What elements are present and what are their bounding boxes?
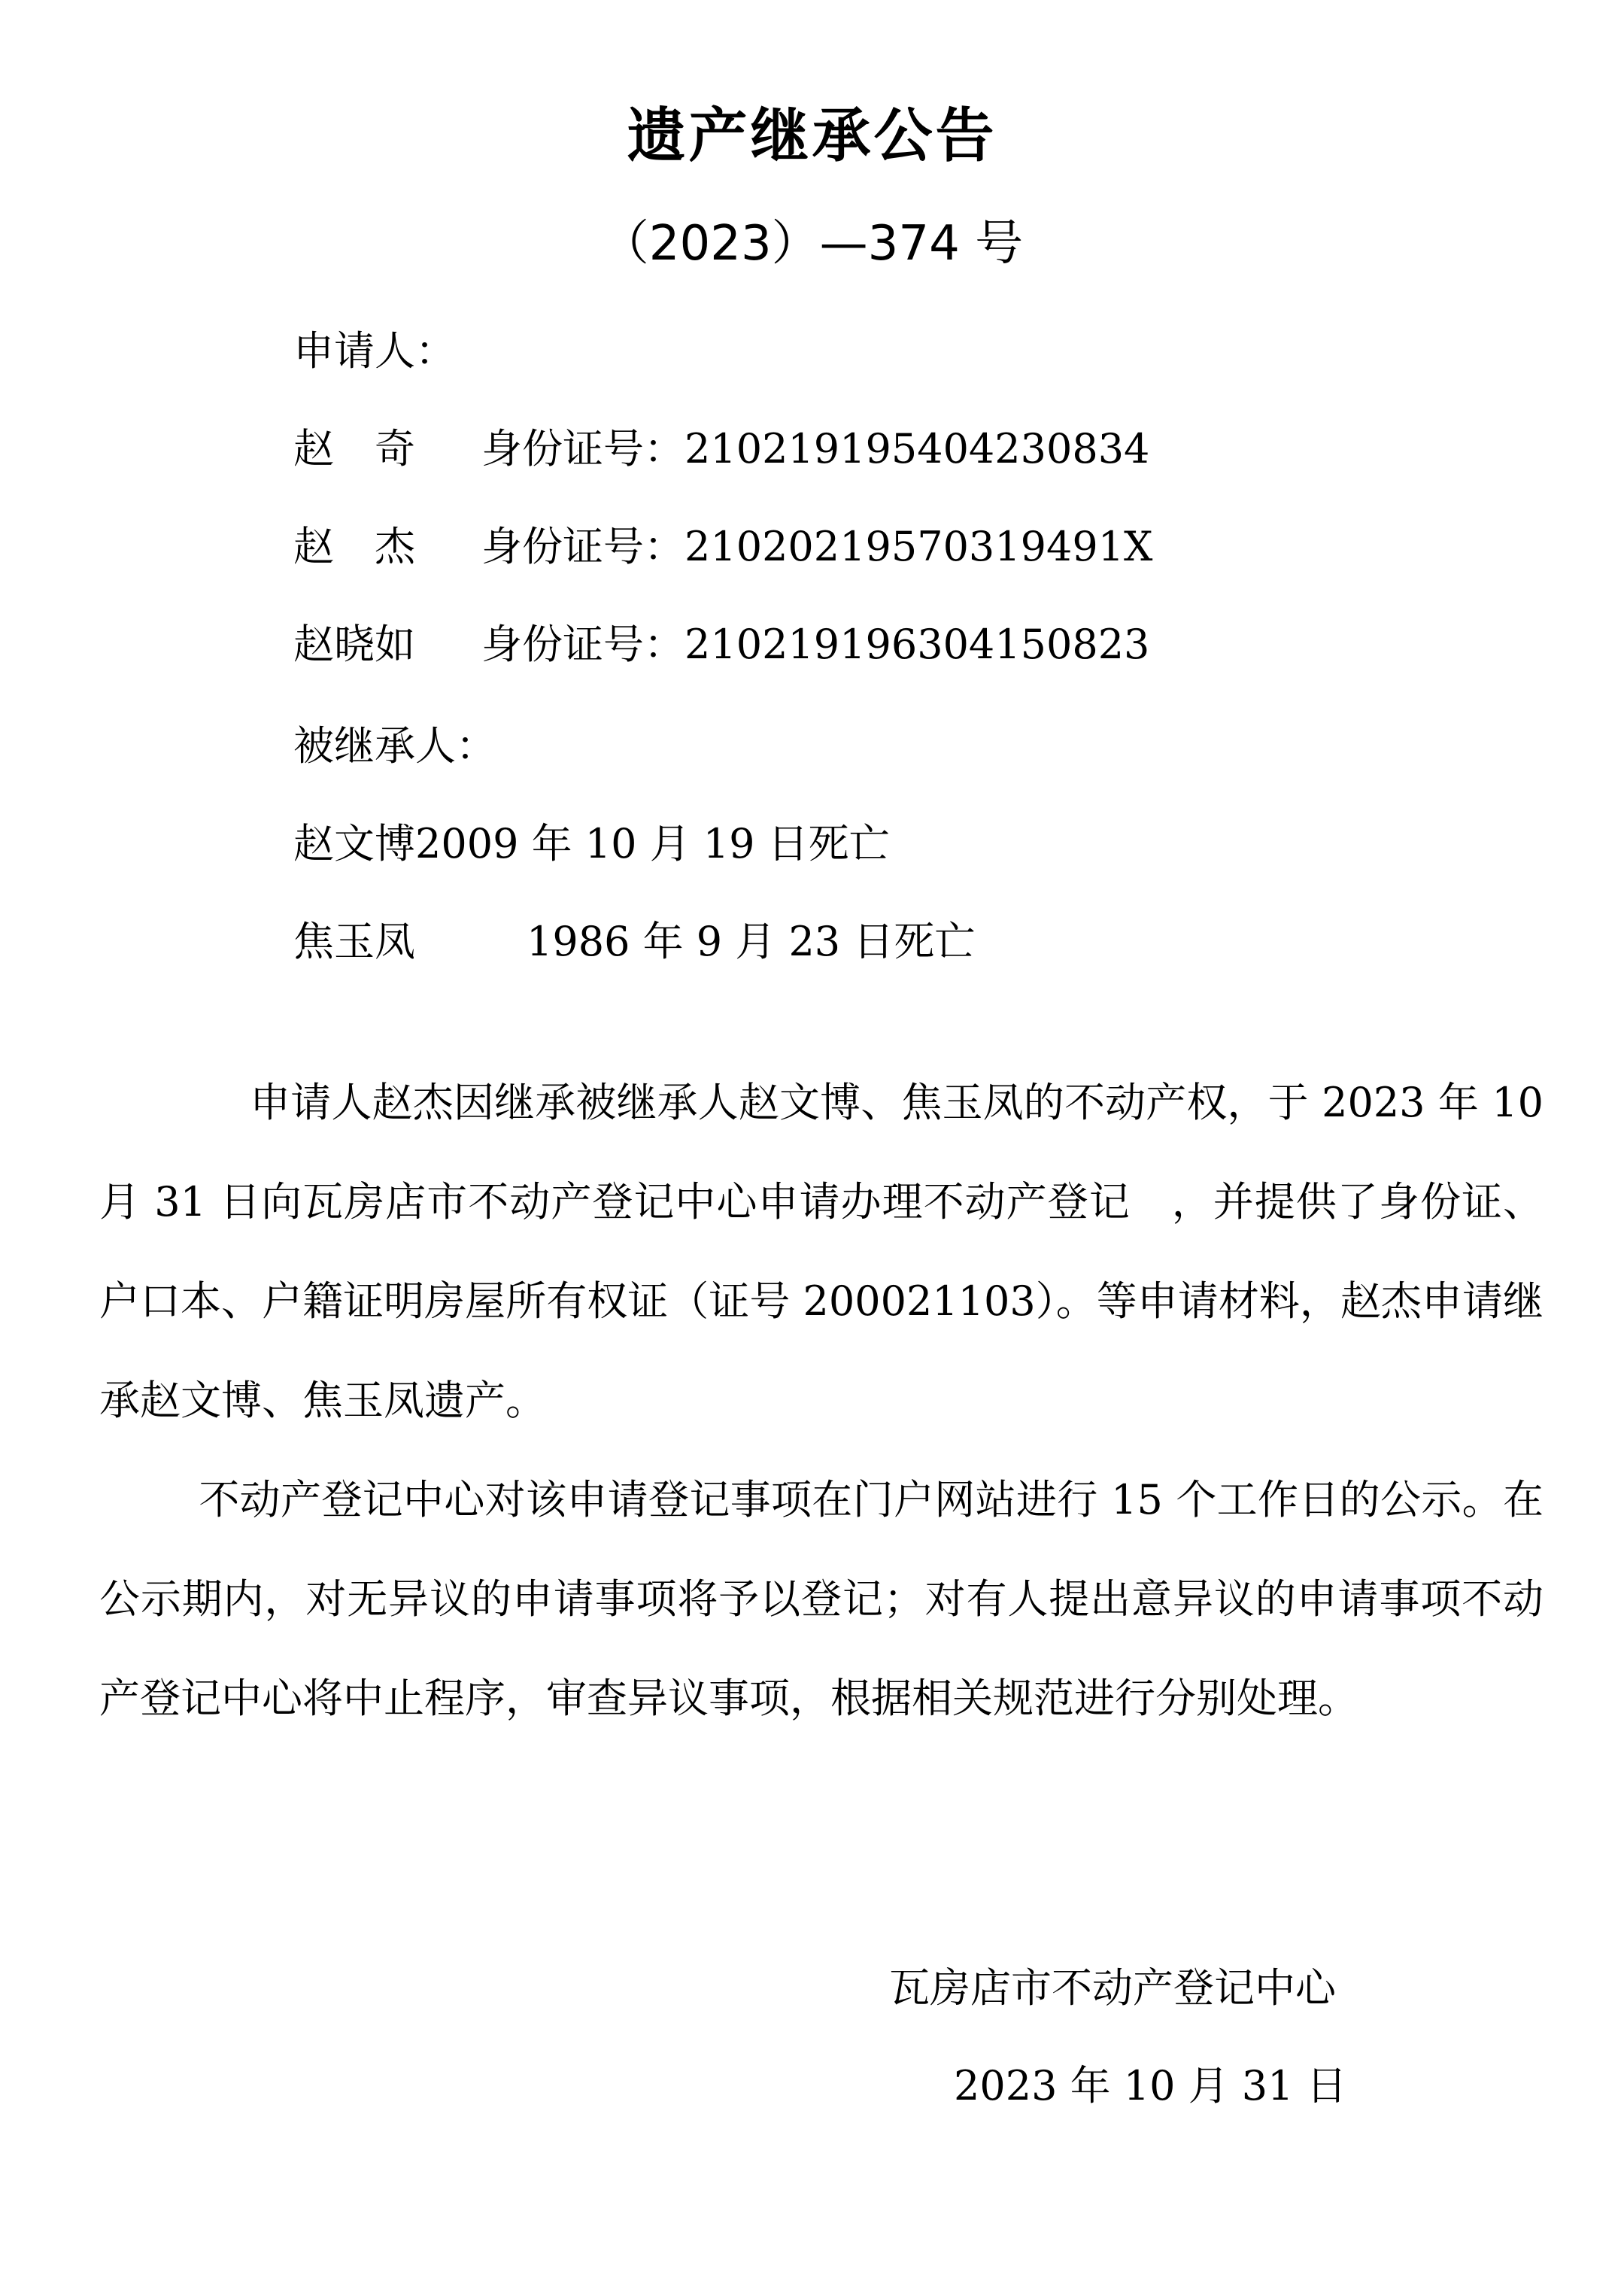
applicant-name: 赵晓如 — [293, 621, 415, 668]
document-number: （2023）—374 号 — [600, 216, 1024, 272]
signature-date: 2023 年 10 月 31 日 — [954, 2062, 1347, 2109]
applicant-name: 赵 奇 — [293, 425, 415, 472]
applicant-name: 赵 杰 — [293, 523, 415, 570]
decedents-label: 被继承人： — [293, 722, 496, 770]
applicant-row — [293, 425, 1150, 472]
decedent-death-date: 2009 年 10 月 19 日死亡 — [415, 820, 890, 867]
decedent-row — [293, 918, 976, 965]
applicant-row — [293, 621, 1150, 668]
id-label: 身份证号： — [481, 621, 685, 668]
id-label: 身份证号： — [481, 523, 685, 570]
paragraph-2-text: 不动产登记中心对该申请登记事项在门户网站进行 15 个工作日的公示。在公示期内，对无异议的申请事项将予以登记；对有人提出意异议的申请事项不动产登记中心将中止程序，审查异议事项，根据相关规范进行分别处理。 — [99, 1476, 1544, 1722]
id-number: 21020219570319491X — [685, 523, 1153, 570]
paragraph-1-text: 申请人赵杰因继承被继承人赵文博、焦玉凤的不动产权，于 2023 年 10 月 31 日向瓦房店市不动产登记中心申请办理不动产登记 ，并提供了身份证、户口本、户籍证明房屋所有权证（证号 200021103）。等申请材料，赵杰申请继承赵文博、焦玉凤遗产。 — [99, 1079, 1544, 1424]
id-number: 210219196304150823 — [685, 621, 1150, 668]
decedent-row — [293, 820, 890, 867]
signature-org: 瓦房店市不动产登记中心 — [889, 1964, 1336, 2012]
decedent-name: 赵文博 — [293, 820, 415, 867]
document-title: 遗产继承公告 — [627, 102, 997, 170]
applicant-row — [293, 523, 1153, 570]
decedent-death-date: 1986 年 9 月 23 日死亡 — [527, 918, 976, 965]
body-paragraph-2 — [99, 1450, 1544, 1748]
id-label: 身份证号： — [481, 425, 685, 472]
applicants-label: 申请人： — [293, 327, 456, 375]
decedent-name: 焦玉凤 — [293, 918, 415, 965]
id-number: 210219195404230834 — [685, 425, 1150, 472]
body-paragraph-1 — [99, 1053, 1544, 1450]
